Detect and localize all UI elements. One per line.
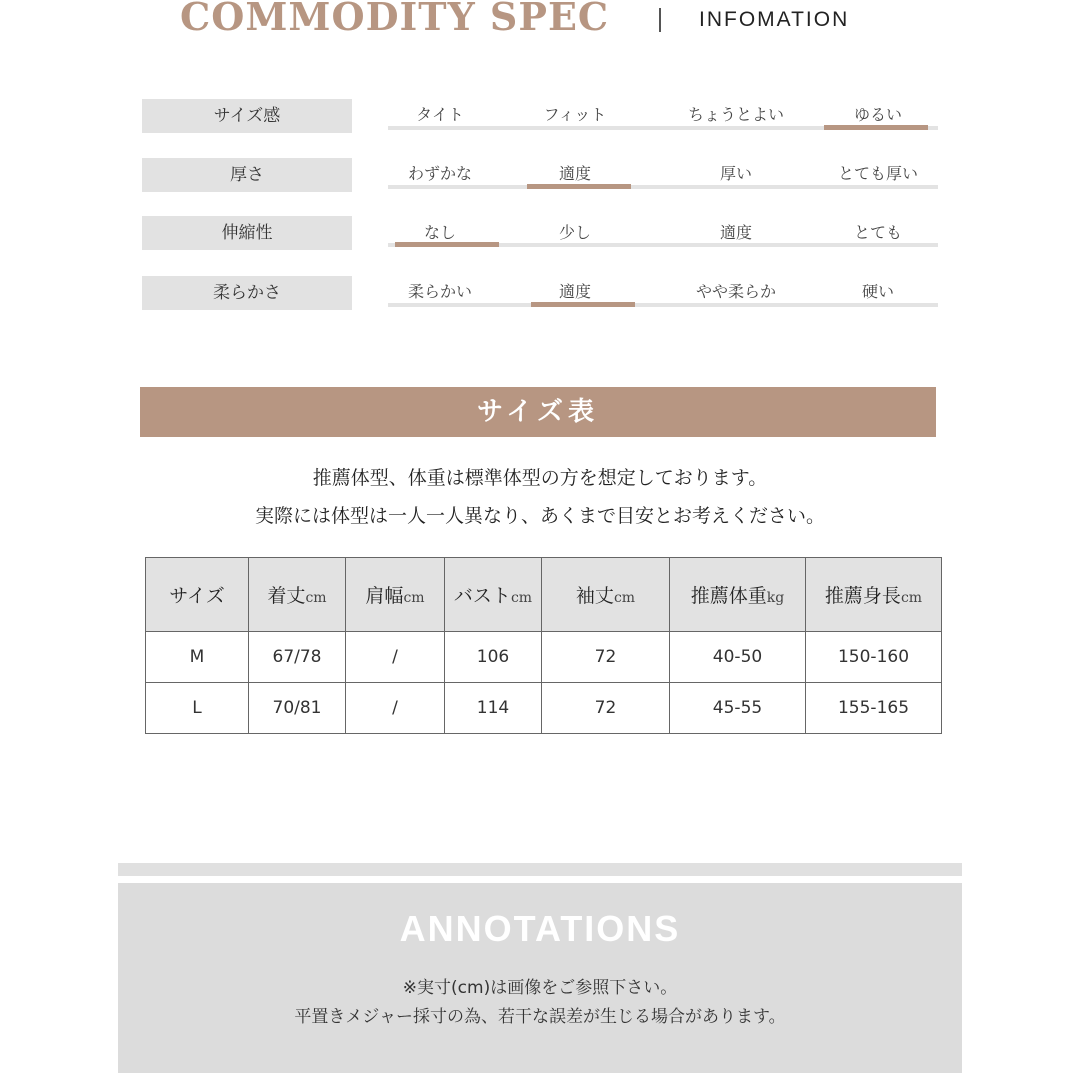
column-header: サイズ bbox=[146, 558, 249, 632]
table-cell: 150-160 bbox=[806, 632, 942, 683]
spec-label: サイズ感 bbox=[142, 99, 352, 133]
column-header: 袖丈cm bbox=[542, 558, 670, 632]
table-header-row bbox=[146, 558, 942, 632]
spec-option: 少し bbox=[558, 223, 591, 242]
spec-option: 適度 bbox=[719, 223, 752, 242]
page-title: COMMODITY SPEC bbox=[180, 0, 610, 39]
spec-option: とても bbox=[853, 223, 902, 242]
table-row bbox=[146, 632, 942, 683]
table-cell: / bbox=[346, 632, 445, 683]
spec-option: わずかな bbox=[407, 164, 472, 183]
spec-option: ゆるい bbox=[853, 105, 902, 124]
spec-label: 柔らかさ bbox=[142, 276, 352, 310]
table-cell: 114 bbox=[445, 683, 542, 734]
spec-label: 厚さ bbox=[142, 158, 352, 192]
table-cell: / bbox=[346, 683, 445, 734]
spec-track bbox=[388, 303, 938, 307]
table-cell: M bbox=[146, 632, 249, 683]
spec-option: とても厚い bbox=[837, 164, 918, 183]
table-cell: 45-55 bbox=[670, 683, 806, 734]
annotations-divider bbox=[118, 863, 962, 876]
column-header: 推薦体重kg bbox=[670, 558, 806, 632]
table-cell: L bbox=[146, 683, 249, 734]
table-cell: 70/81 bbox=[249, 683, 346, 734]
table-row bbox=[146, 683, 942, 734]
table-cell: 72 bbox=[542, 632, 670, 683]
spec-selected-marker bbox=[531, 302, 635, 307]
spec-option: 厚い bbox=[719, 164, 752, 183]
column-header: 肩幅cm bbox=[346, 558, 445, 632]
header-divider bbox=[659, 8, 661, 32]
spec-option: 適度 bbox=[558, 164, 591, 183]
spec-selected-marker bbox=[824, 125, 928, 130]
annotation-line-1: ※実寸(cm)は画像をご参照下さい。 bbox=[402, 978, 678, 998]
annotations-title: ANNOTATIONS bbox=[399, 908, 681, 949]
spec-option: ちょうとよい bbox=[687, 105, 784, 124]
spec-selected-marker bbox=[527, 184, 631, 189]
size-note-1: 推薦体型、体重は標準体型の方を想定しております。 bbox=[312, 467, 768, 489]
annotation-line-2: 平置きメジャー採寸の為、若干な誤差が生じる場合があります。 bbox=[294, 1007, 786, 1027]
size-note-2: 実際には体型は一人一人異なり、あくまで目安とお考えください。 bbox=[254, 505, 825, 527]
table-cell: 106 bbox=[445, 632, 542, 683]
spec-option: なし bbox=[423, 223, 456, 242]
size-table-heading: サイズ表 bbox=[140, 387, 936, 437]
spec-selected-marker bbox=[395, 242, 499, 247]
spec-track bbox=[388, 185, 938, 189]
spec-option: 硬い bbox=[861, 282, 894, 301]
table-cell: 40-50 bbox=[670, 632, 806, 683]
table-cell: 155-165 bbox=[806, 683, 942, 734]
table-cell: 67/78 bbox=[249, 632, 346, 683]
spec-option: タイト bbox=[416, 105, 464, 124]
spec-option: 柔らかい bbox=[407, 282, 472, 301]
spec-option: やや柔らか bbox=[695, 282, 776, 301]
column-header: 推薦身長cm bbox=[806, 558, 942, 632]
column-header: バストcm bbox=[445, 558, 542, 632]
spec-option: フィット bbox=[543, 105, 607, 124]
spec-option: 適度 bbox=[558, 282, 591, 301]
table-cell: 72 bbox=[542, 683, 670, 734]
size-table bbox=[145, 557, 942, 734]
spec-label: 伸縮性 bbox=[142, 216, 352, 250]
column-header: 着丈cm bbox=[249, 558, 346, 632]
page-subtitle: INFOMATION bbox=[699, 8, 850, 31]
